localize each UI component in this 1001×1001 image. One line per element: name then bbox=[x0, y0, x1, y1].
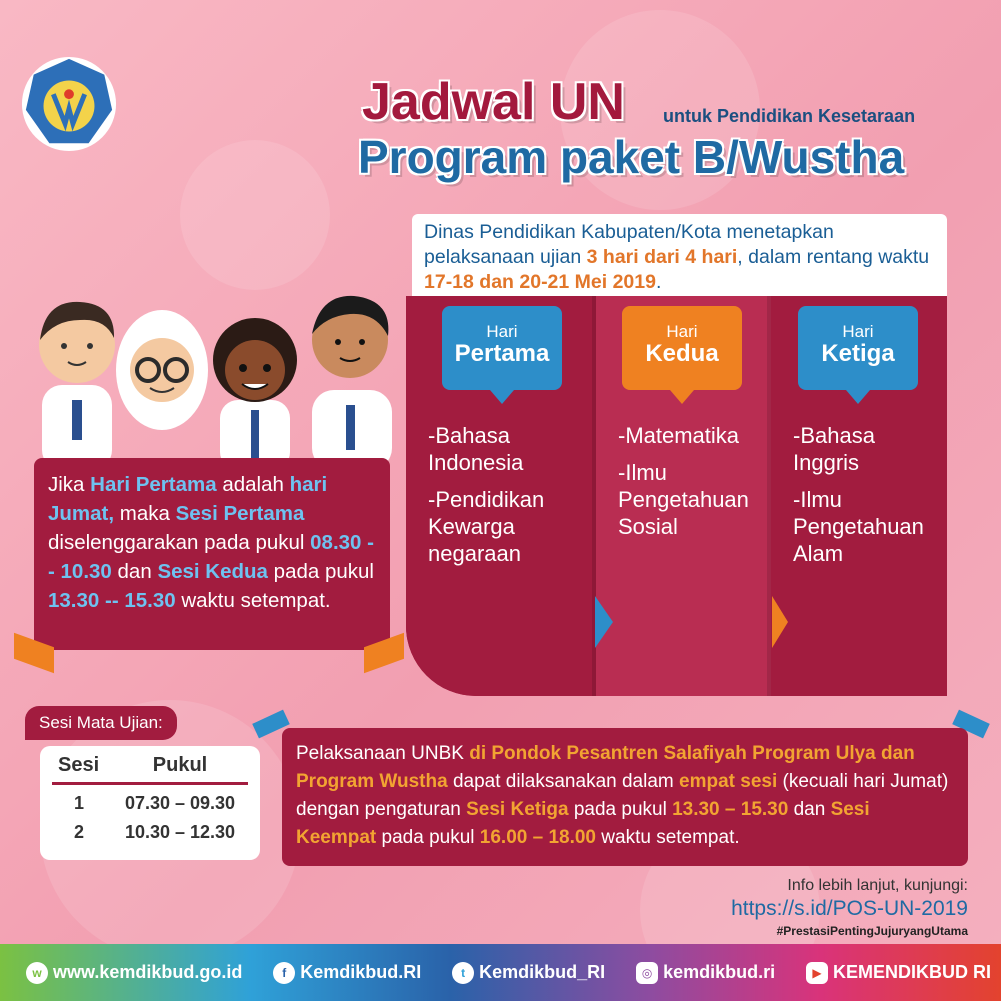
footer-youtube[interactable] bbox=[806, 962, 991, 984]
info-highlight: 17-18 dan 20-21 Mei 2019 bbox=[424, 271, 656, 293]
more-info-link[interactable]: https://s.id/POS-UN-2019 bbox=[731, 897, 968, 920]
sesi-table-header bbox=[52, 754, 248, 785]
header-sesi: Sesi bbox=[58, 754, 100, 776]
highlight: di Pondok Pesantren Salafiyah Program Ulya dan Program Wustha bbox=[296, 743, 915, 792]
title-jadwal-un: Jadwal UN bbox=[362, 73, 625, 131]
globe-icon: w bbox=[26, 962, 48, 984]
text: adalah bbox=[216, 473, 290, 496]
footer-instagram[interactable] bbox=[636, 962, 775, 984]
header-pukul: Pukul bbox=[152, 754, 208, 776]
cell-pukul: 10.30 – 12.30 bbox=[124, 822, 236, 842]
text: pada pukul bbox=[568, 799, 673, 820]
day-label-big: Pertama bbox=[454, 340, 550, 367]
text: waktu setempat. bbox=[175, 589, 331, 612]
subject-item: -Ilmu Pengetahuan Alam bbox=[793, 487, 924, 566]
highlight: Sesi Kedua bbox=[157, 560, 268, 583]
social-footer bbox=[0, 944, 1001, 1001]
subject-list bbox=[428, 422, 590, 577]
text: dan bbox=[788, 799, 831, 820]
footer-instagram-label: kemdikbud.ri bbox=[663, 962, 776, 982]
day-label-small: Hari bbox=[666, 322, 698, 341]
day-label-small: Hari bbox=[842, 322, 874, 341]
text: Pelaksanaan UNBK bbox=[296, 743, 470, 764]
subject-list bbox=[793, 422, 941, 577]
table-row bbox=[52, 814, 248, 843]
text: dapat dilaksanakan dalam bbox=[447, 771, 680, 792]
more-info-label: Info lebih lanjut, kunjungi: bbox=[787, 877, 968, 894]
schedule-panel bbox=[406, 296, 947, 696]
youtube-icon: ▶ bbox=[806, 962, 828, 984]
text: pada pukul bbox=[267, 560, 374, 583]
title-subtitle: untuk Pendidikan Kesetaraan bbox=[663, 106, 916, 126]
highlight: 08.30 -- 10.30 bbox=[48, 531, 374, 583]
arrow-decoration bbox=[595, 596, 613, 648]
unbk-info-box bbox=[282, 728, 968, 866]
arrow-decoration bbox=[772, 596, 788, 648]
sesi-label: Sesi Mata Ujian: bbox=[25, 706, 177, 740]
highlight: 13.30 – 15.30 bbox=[672, 799, 789, 820]
text: diselenggarakan pada pukul bbox=[48, 531, 311, 554]
footer-youtube-label: KEMENDIKBUD RI bbox=[832, 962, 991, 982]
subject-item: -Matematika bbox=[618, 423, 740, 448]
cell-sesi: 2 bbox=[74, 822, 85, 842]
info-highlight: 3 hari dari 4 hari bbox=[586, 246, 738, 268]
highlight: Hari Pertama bbox=[90, 473, 217, 496]
footer-twitter-label: Kemdikbud_RI bbox=[479, 962, 606, 982]
day-label-small: Hari bbox=[486, 322, 518, 341]
day-badge-pertama bbox=[442, 306, 562, 390]
highlight: Sesi Keempat bbox=[296, 799, 870, 848]
sesi-table bbox=[40, 746, 260, 860]
highlight: empat sesi bbox=[679, 771, 778, 792]
day-label-big: Ketiga bbox=[821, 340, 895, 367]
tut-wuri-handayani-logo bbox=[20, 55, 118, 153]
footer-twitter[interactable] bbox=[452, 962, 605, 984]
day-badge-ketiga bbox=[798, 306, 918, 390]
highlight: Sesi Ketiga bbox=[466, 799, 569, 820]
facebook-icon: f bbox=[273, 962, 295, 984]
twitter-icon: t bbox=[452, 962, 474, 984]
text: (kecuali hari Jumat) dengan pengaturan bbox=[296, 771, 949, 820]
info-text: , dalam rentang waktu bbox=[737, 246, 930, 268]
title-program: Program paket B/Wustha bbox=[358, 131, 905, 183]
highlight: 13.30 -- 15.30 bbox=[48, 589, 176, 612]
subject-list bbox=[618, 422, 765, 550]
day-badge-kedua bbox=[622, 306, 742, 390]
footer-facebook[interactable] bbox=[273, 962, 421, 984]
text: pada pukul bbox=[376, 827, 480, 848]
subject-item: -Bahasa Inggris bbox=[793, 423, 875, 475]
highlight: Sesi Pertama bbox=[175, 502, 305, 525]
subject-item: -Ilmu Pengetahuan Sosial bbox=[618, 460, 749, 539]
hashtag: #PrestasiPentingJujuryangUtama bbox=[776, 924, 968, 938]
text: dan bbox=[111, 560, 158, 583]
text: waktu setempat. bbox=[596, 827, 740, 848]
text: maka bbox=[114, 502, 176, 525]
subject-item: -Pendidikan Kewarga negaraan bbox=[428, 487, 545, 566]
instagram-icon: ◎ bbox=[636, 962, 658, 984]
info-top-box bbox=[412, 214, 947, 296]
table-row bbox=[52, 785, 248, 814]
cell-pukul: 07.30 – 09.30 bbox=[124, 793, 236, 813]
students-illustration bbox=[20, 290, 400, 470]
highlight: 16.00 – 18.00 bbox=[479, 827, 596, 848]
more-info bbox=[731, 877, 968, 938]
day-column-3 bbox=[771, 296, 947, 696]
highlight: hari Jumat, bbox=[48, 473, 328, 525]
text: Jika bbox=[48, 473, 91, 496]
subject-item: -Bahasa Indonesia bbox=[428, 423, 524, 475]
day-label-big: Kedua bbox=[645, 340, 719, 367]
footer-web[interactable] bbox=[26, 962, 242, 984]
footer-web-label: www.kemdikbud.go.id bbox=[53, 962, 243, 982]
cell-sesi: 1 bbox=[74, 793, 85, 813]
day-column-1 bbox=[406, 296, 596, 696]
friday-schedule-box bbox=[34, 458, 390, 650]
day-column-2 bbox=[596, 296, 771, 696]
info-text: Dinas Pendidikan Kabupaten/Kota menetapkan pelaksanaan ujian bbox=[424, 221, 834, 268]
info-text: . bbox=[655, 271, 662, 293]
footer-facebook-label: Kemdikbud.RI bbox=[300, 962, 422, 982]
